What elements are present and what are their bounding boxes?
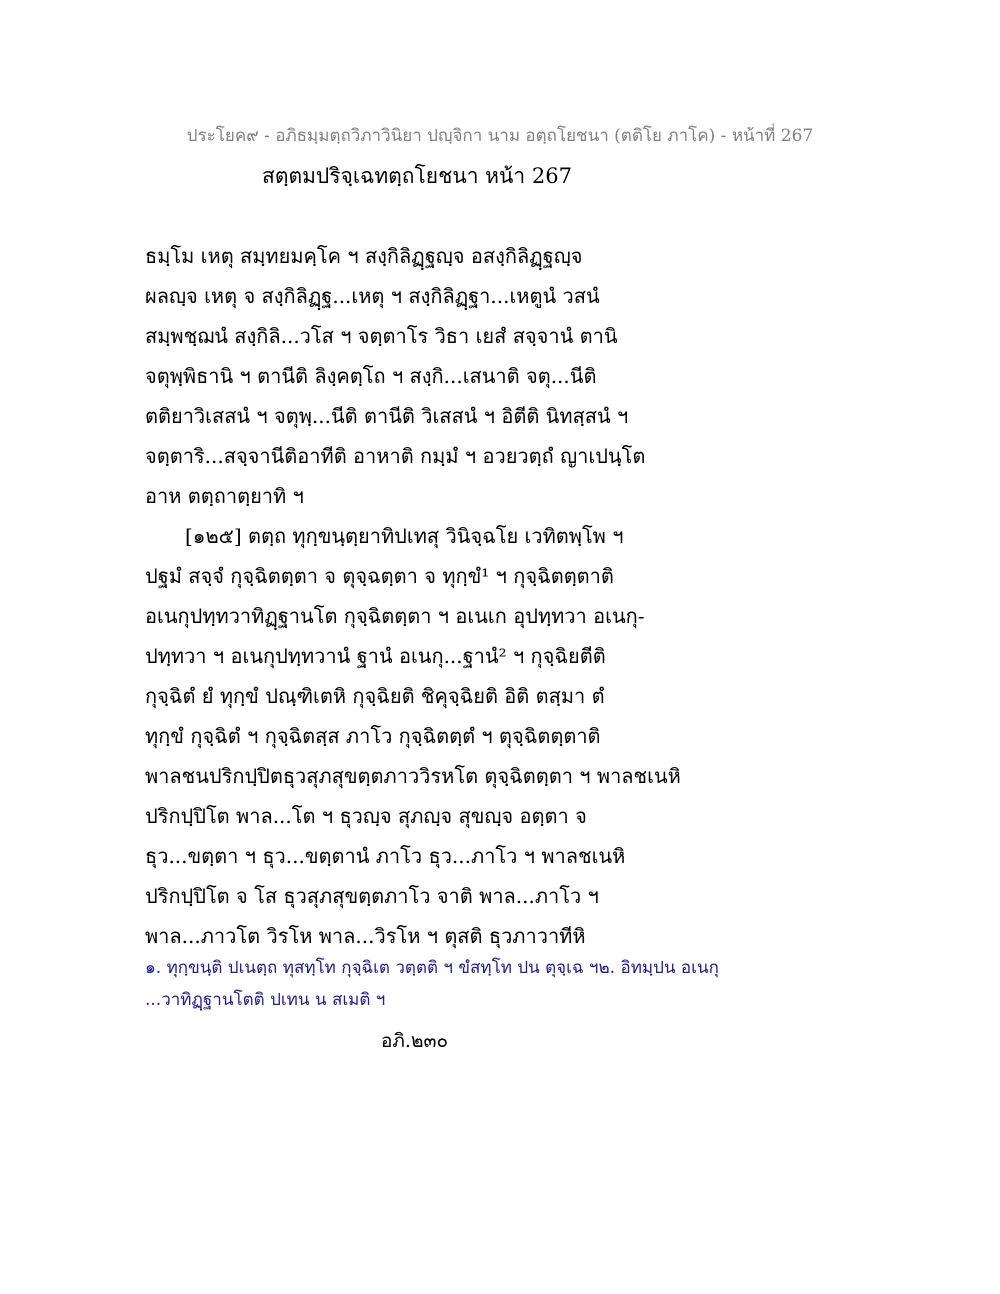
chapter-title: สตฺตมปริจฺเฉทตฺถโยชนา หน้า 267	[262, 164, 572, 188]
text-line: ปริกปฺปิโต พาล...โต ฯ ธุวญฺจ สุภญฺจ สุขญฺจ อตฺตา จ	[145, 804, 587, 828]
text-line: พาล...ภาวโต วิรโห พาล...วิรโห ฯ ตุสติ ธุวภาวาทีหิ	[145, 924, 586, 948]
text-line: ธุว...ขตฺตา ฯ ธุว...ขตฺตานํ ภาโว ธุว...ภาโว ฯ พาลชเนหิ	[145, 844, 626, 868]
paragraph-start-line: [๑๒๕] ตตฺถ ทุกฺขนฺตฺยาทิปเทสุ วินิจฺฉโย เวทิตพฺโพ ฯ	[185, 524, 624, 548]
text-line: ตติยาวิเสสนํ ฯ จตุพฺ...นีติ ตานีติ วิเสสนํ ฯ อิตีติ นิทสฺสนํ ฯ	[145, 404, 629, 428]
footnote-line: ...วาทิฏฺฐานโตติ ปเทน น สเมติ ฯ	[145, 990, 386, 1010]
text-line: จตุพฺพิธานิ ฯ ตานีติ ลิงฺคตฺโถ ฯ สงฺกิ...เสนาติ จตุ...นีติ	[145, 364, 597, 388]
running-header: ประโยค๙ - อภิธมฺมตฺถวิภาวินิยา ปญฺจิกา นาม อตฺถโยชนา (ตติโย ภาโค) - หน้าที่ 267	[186, 126, 814, 146]
footnote-line: ๑. ทุกฺขนฺติ ปเนตฺถ ทุสทฺโท กุจฺฉิเต วตฺตติ ฯ ขํสทฺโท ปน ตุจฺเฉ ฯ๒. อิทมฺปน อเนกุ	[145, 958, 719, 978]
footnotes	[145, 952, 865, 1016]
body-text	[145, 236, 845, 956]
text-line: ทุกฺขํ กุจฺฉิตํ ฯ กุจฺฉิตสฺส ภาโว กุจฺฉิตตฺตํ ฯ ตุจฺฉิตตฺตาติ	[145, 724, 601, 748]
text-line: ธมฺโม เหตุ สมฺทยมคฺโค ฯ สงฺกิลิฏฺฐญฺจ อสงฺกิลิฏฺฐญฺจ	[145, 244, 583, 268]
text-line: กุจฺฉิตํ ยํ ทุกฺขํ ปณฺฑิเตหิ กุจฺฉิยติ ชิคุจฺฉิยติ อิติ ตสฺมา ตํ	[145, 684, 605, 708]
text-line: อเนกุปทฺทวาทิฏฺฐานโต กุจฺฉิตตฺตา ฯ อเนเก อุปทฺทวา อเนกุ-	[145, 604, 645, 628]
page-code: อภิ.๒๓๐	[381, 1030, 449, 1052]
text-line: ปฐมํ สจฺจํ กุจฺฉิตตฺตา จ ตุจฺฉตฺตา จ ทุกฺขํ¹ ฯ กุจฺฉิตตฺตาติ	[145, 564, 614, 588]
text-line: จตฺตาริ...สจฺจานีติอาทีติ อาหาติ กมฺมํ ฯ อวยวตฺถํ ญาเปนฺโต	[145, 444, 646, 468]
text-line: ผลญฺจ เหตุ จ สงฺกิลิฏฺฐ...เหตุ ฯ สงฺกิลิฏฺฐา...เหตูนํ วสนํ	[145, 284, 600, 308]
text-line: ปริกปฺปิโต จ โส ธุวสุภสุขตฺตภาโว จาติ พาล...ภาโว ฯ	[145, 884, 599, 908]
text-line: อาห ตตฺถาตฺยาทิ ฯ	[145, 484, 304, 508]
text-line: พาลชนปริกปฺปิตธุวสุภสุขตฺตภาววิรหโต ตุจฺฉิตตฺตา ฯ พาลชเนหิ	[145, 764, 681, 788]
text-line: ปทฺทวา ฯ อเนกุปทฺทวานํ ฐานํ อเนกุ...ฐานํ² ฯ กุจฺฉิยตีติ	[145, 644, 606, 668]
text-line: สมฺพชฺฌนํ สงฺกิลิ...วโส ฯ จตฺตาโร วิธา เยสํ สจฺจานํ ตานิ	[145, 324, 618, 348]
